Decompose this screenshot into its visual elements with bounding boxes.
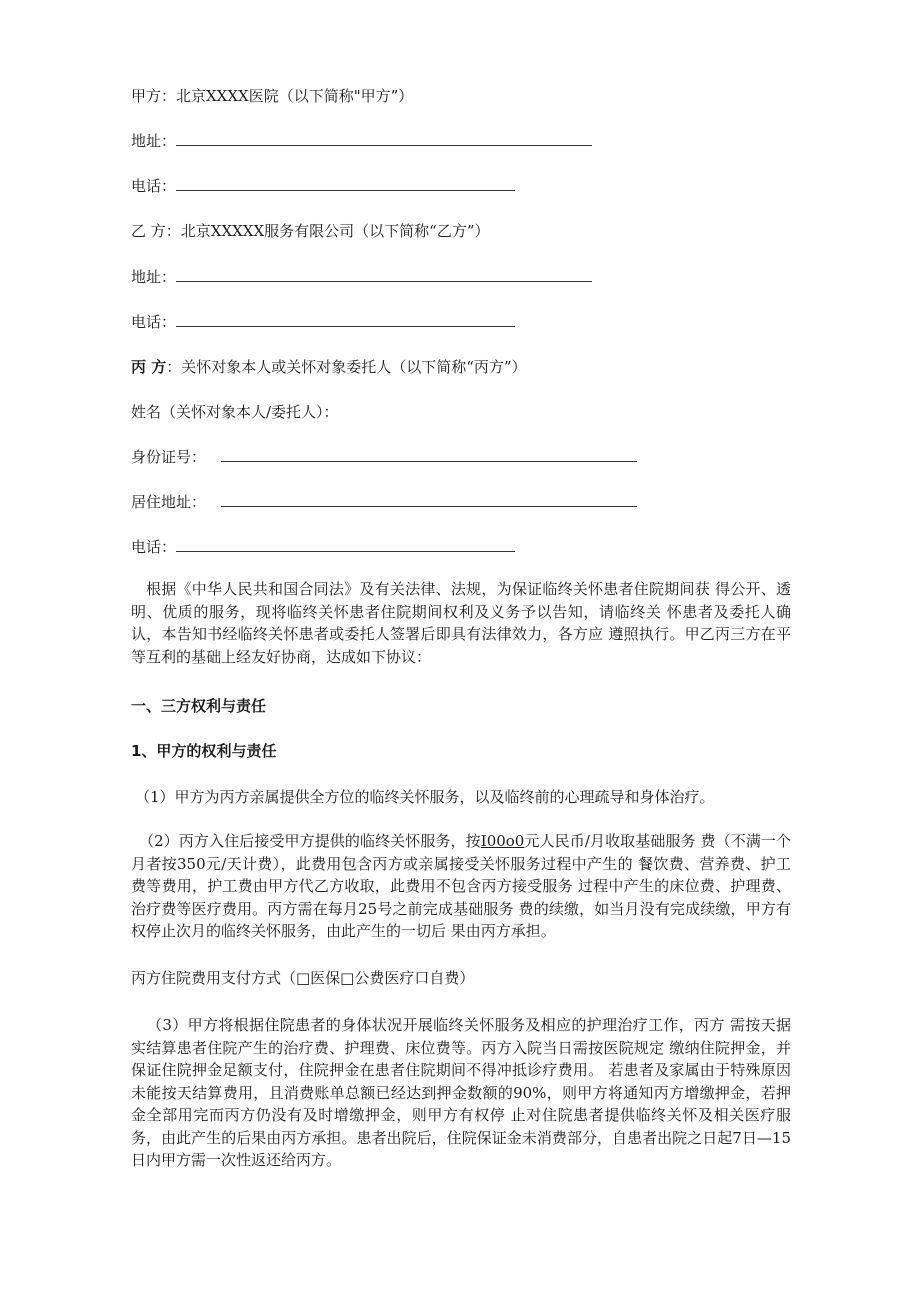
party-a-address-field[interactable] bbox=[176, 131, 592, 146]
party-b-phone-label: 电话： bbox=[131, 313, 177, 331]
party-c-residence bbox=[131, 492, 637, 512]
section-1-1-title: 1、甲方的权利与责任 bbox=[131, 742, 277, 760]
party-c-residence-field[interactable] bbox=[221, 492, 637, 507]
party-c-phone bbox=[131, 537, 515, 557]
party-c-phone-label: 电话： bbox=[131, 538, 177, 556]
clause-1: （1）甲方为丙方亲属提供全方位的临终关怀服务，以及临终前的心理疏导和身体治疗。 bbox=[135, 788, 715, 806]
party-a-phone bbox=[131, 176, 515, 196]
party-c-id-label: 身份证号： bbox=[131, 448, 207, 466]
party-c-desc: ：关怀对象本人或关怀对象委托人（以下简称“丙方”） bbox=[166, 358, 527, 376]
party-c-id bbox=[131, 447, 637, 467]
party-c-id-field[interactable] bbox=[221, 447, 637, 462]
party-b-phone bbox=[131, 312, 515, 332]
clause-3: （3）甲方将根据住院患者的身体状况开展临终关怀服务及相应的护理治疗工作，丙方 需按天据实结算患者住院产生的治疗费、护理费、床位费等。丙方入院当日需按医院规定 缴纳住院押金，并保证住院押金足额支付，住院押金在患者住院期间不得冲抵诊疗费用。 若患者及家属由于特殊原因未能按天结算费用，且消费账单总额已经达到押金数额的90%，则甲方将通知丙方增缴押金，若押金全部用完而丙方仍没有及时增缴押金，则甲方有权停 止对住院患者提供临终关怀及相关医疗服务，由此产生的后果由丙方承担。患者出院后，住院保证金未消费部分，自患者出院之日起7日—15日内甲方需一次性返还给丙方。 bbox=[131, 1016, 791, 1169]
party-a-phone-field[interactable] bbox=[176, 176, 515, 191]
clause-2-amount: I00o0 bbox=[480, 832, 525, 850]
party-c-line bbox=[131, 357, 527, 377]
intro-paragraph: 根据《中华人民共和国合同法》及有关法律、法规，为保证临终关怀患者住院期间获 得公开、透明、优质的服务，现将临终关怀患者住院期间权利及义务予以告知，请临终关 怀患者及委托人确认，本告知书经临终关怀患者或委托人签署后即具有法律效力，各方应 遵照执行。甲乙丙三方在平等互利的基础上经友好协商，达成如下协议： bbox=[131, 580, 791, 666]
party-b-address bbox=[131, 267, 592, 287]
clause-2-before: （2）丙方入住后接受甲方提供的临终关怀服务，按 bbox=[139, 832, 481, 850]
clause-2-after: 元人民币/月收取基础服务 费（不满一个月者按350元/天计费），此费用包含丙方或亲属接受关怀服务过程中产生的 餐饮费、营养费、护工费等费用，护工费由甲方代乙方收取，此费用不包含丙方接受服务 过程中产生的床位费、护理费、治疗费等医疗费用。丙方需在每月25号之前完成基础服务 费的续缴，如当月没有完成续缴，甲方有权停止次月的临终关怀服务，由此产生的一切后 果由丙方承担。 bbox=[131, 832, 792, 940]
party-c-prefix: 丙 方 bbox=[131, 358, 167, 376]
section-1-title: 一、三方权利与责任 bbox=[131, 697, 267, 715]
party-b-phone-field[interactable] bbox=[176, 312, 515, 327]
party-c-residence-label: 居住地址： bbox=[131, 493, 207, 511]
party-a-address bbox=[131, 131, 592, 151]
party-a-address-label: 地址： bbox=[131, 132, 177, 150]
party-b-line: 乙 方：北京XXXXX服务有限公司（以下简称“乙方”） bbox=[131, 222, 490, 240]
party-b-address-field[interactable] bbox=[176, 267, 592, 282]
clause-2 bbox=[131, 830, 791, 943]
payment-method: 丙方住院费用支付方式（□医保□公费医疗口自费） bbox=[131, 969, 475, 987]
party-c-phone-field[interactable] bbox=[176, 537, 515, 552]
party-a-phone-label: 电话： bbox=[131, 177, 177, 195]
party-a-line: 甲方：北京XXXX医院（以下简称"甲方”） bbox=[131, 87, 414, 105]
party-c-name-label: 姓名（关怀对象本人/委托人）： bbox=[131, 403, 339, 421]
party-b-address-label: 地址： bbox=[131, 268, 177, 286]
